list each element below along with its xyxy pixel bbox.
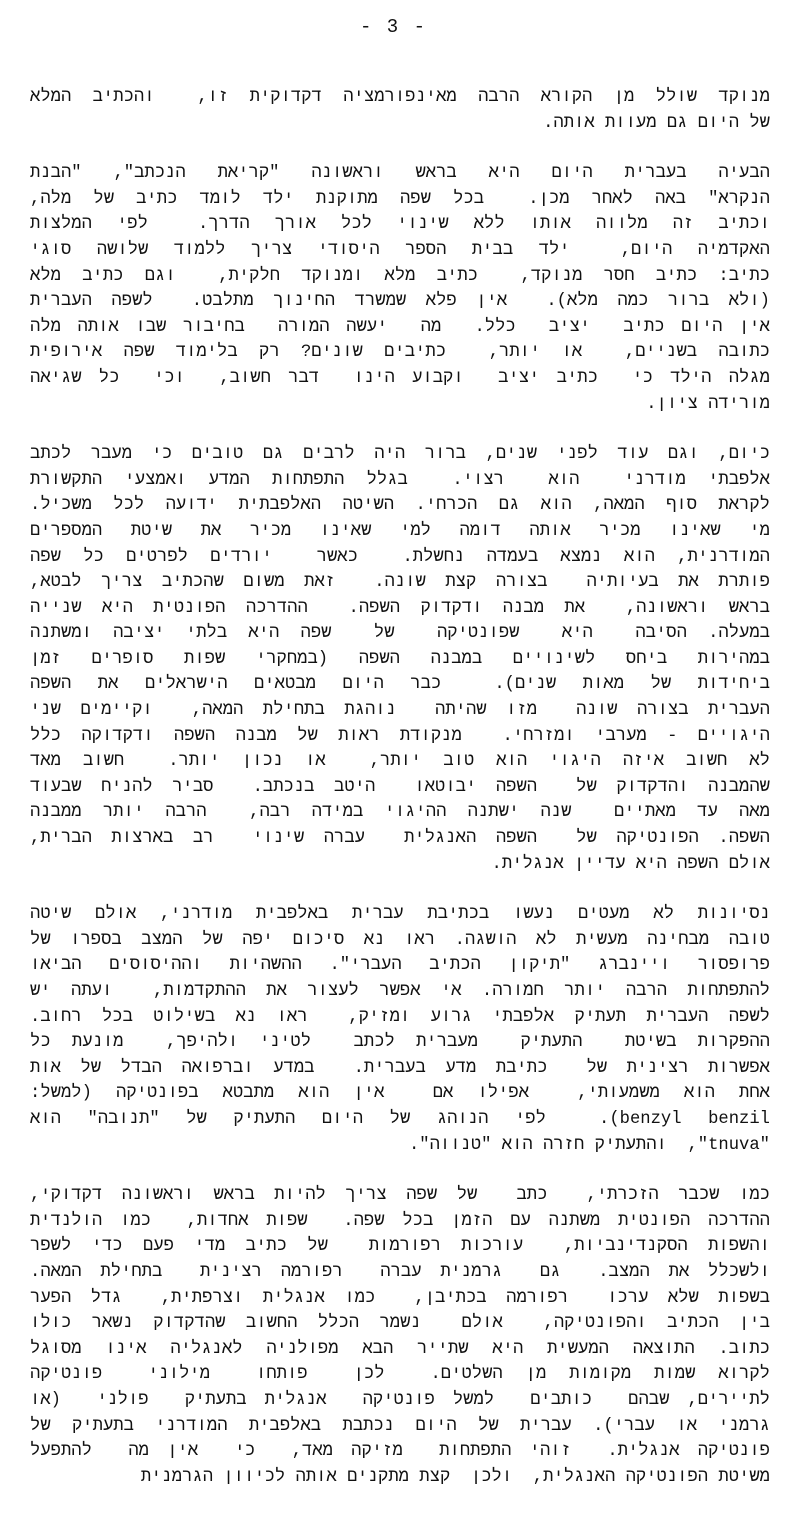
text-line: השפה. הפונטיקה של השפה האנגלית עברה שינוי רב בארצות הברית, bbox=[30, 829, 770, 849]
text-line: היגויים - מערבי ומזרחי. מנקודת ראות של מבנה השפה ודקדוקה כלל bbox=[30, 726, 770, 746]
text-line: וכתיב זה מלווה אותו ללא שינוי לכל אורך הדרך. לפי המלצות bbox=[30, 215, 770, 235]
text-line: מורידה ציון. bbox=[646, 394, 770, 414]
text-line: benzyl benzil). לפי הנוהג של היום התעתיק של "תנובה" הוא bbox=[30, 1109, 770, 1129]
text-line: לתיירים, שבהם כותבים למשל פונטיקה אנגלית בתעתיק פולני (או bbox=[30, 1390, 770, 1410]
text-line: פונטיקה אנגלית. זוהי התפתחות מזיקה מאד, כי אין מה להתפעל bbox=[30, 1442, 770, 1462]
text-line: משיטת הפונטיקה האנגלית, ולכן קצת מתקנים אותה לכיוון הגרמנית bbox=[140, 1467, 770, 1487]
text-line: ההדרכה הפונטית משתנה עם הזמן בכל שפה. שפות אחדות, כמו הולנדית bbox=[30, 1211, 770, 1231]
text-line: אחת הוא משמעותי, אפילו אם אין הוא מתבטא בפונטיקה (למשל: bbox=[30, 1084, 770, 1104]
text-line: לא חשוב איזה היגוי הוא טוב יותר, או נכון יותר. חשוב מאד bbox=[30, 752, 770, 772]
text-line: האקדמיה היום, ילד בבית הספר היסודי צריך ללמוד שלושה סוגי bbox=[30, 240, 770, 260]
text-line: הבעיה בעברית היום היא בראש וראשונה "קריאת הנכתב", "הבנת bbox=[30, 164, 770, 184]
text-line: הנקרא" באה לאחר מכן. בכל שפה מתוקנת ילד לומד כתיב של מלה, bbox=[30, 189, 770, 209]
paragraph bbox=[30, 902, 770, 1158]
text-line: גרמני או עברי). עברית של היום נכתבת באלפבית המודרני בתעתיק של bbox=[30, 1416, 770, 1436]
text-line: אפשרות רצינית של כתיבת מדע בעברית. במדע וברפואה הבדל של אות bbox=[30, 1058, 770, 1078]
text-line: פותרת את בעיותיה בצורה קצת שונה. זאת משום שהכתיב צריך לבטא, bbox=[30, 573, 770, 593]
text-line: (ולא ברור כמה מלא). אין פלא שמשרד החינוך מתלבט. לשפה העברית bbox=[30, 292, 770, 312]
text-line: שהמבנה והדקדוק של השפה יבוטאו היטב בנכתב. סביר להניח שבעוד bbox=[30, 777, 770, 797]
text-line: מאה עד מאתיים שנה ישתנה ההיגוי במידה רבה, הרבה יותר ממבנה bbox=[30, 803, 770, 823]
text-line: נסיונות לא מעטים נעשו בכתיבת עברית באלפבית מודרני, אולם שיטה bbox=[30, 905, 770, 925]
text-line: בראש וראשונה, את מבנה ודקדוק השפה. ההדרכה הפונטית היא שנייה bbox=[30, 598, 770, 618]
text-line: מגלה הילד כי כתיב יציב וקבוע הינו דבר חשוב, וכי כל שגיאה bbox=[30, 368, 770, 388]
text-line: כתובה בשניים, או יותר, כתיבים שונים? רק בלימוד שפה אירופית bbox=[30, 343, 770, 363]
text-line: בין הכתיב והפונטיקה, אולם נשמר הכלל החשוב שהדקדוק נשאר כולו bbox=[30, 1314, 770, 1334]
paragraph bbox=[30, 1183, 770, 1490]
text-line: פרופסור ויינברג "תיקון הכתיב העברי". ההשהיות וההיסוסים הביאו bbox=[30, 956, 770, 976]
text-line: של היום גם מעוות אותה. bbox=[543, 113, 770, 133]
text-line: להתפתחות הרבה יותר חמורה. אי אפשר לעצור את ההתקדמות, ועתה יש bbox=[30, 982, 770, 1001]
text-line: ביחידות של מאות שנים). כבר היום מבטאים הישראלים את השפה bbox=[30, 675, 770, 695]
text-line: לקרוא שמות מקומות מן השלטים. לכן פותחו מילוני פונטיקה bbox=[30, 1365, 770, 1385]
text-line: המודרנית, הוא נמצא בעמדה נחשלת. כאשר יורדים לפרטים כל שפה bbox=[30, 547, 770, 567]
text-line: לקראת סוף המאה, הוא גם הכרחי. השיטה האלפבתית ידועה לכל משכיל. bbox=[30, 496, 770, 516]
text-line: במעלה. הסיבה היא שפונטיקה של שפה היא בלתי יציבה ומשתנה bbox=[30, 624, 770, 644]
page-number: - 3 - bbox=[359, 16, 427, 38]
text-line: אלפבתי מודרני הוא רצוי. בגלל התפתחות המדע ואמצעי התקשורת bbox=[30, 470, 770, 490]
text-line: כמו שכבר הזכרתי, כתב של שפה צריך להיות בראש וראשונה דקדוקי, bbox=[30, 1186, 770, 1206]
text-line: ההפקרות בשיטת התעתיק מעברית לכתב לטיני ולהיפך, מונעת כל bbox=[30, 1033, 770, 1053]
paragraph bbox=[30, 161, 770, 417]
paragraph bbox=[30, 85, 770, 136]
paragraph bbox=[30, 442, 770, 877]
text-line: כתוב. התוצאה המעשית היא שתייר הבא מפולניה לאנגליה אינו מסוגל bbox=[30, 1339, 770, 1359]
text-line: כיום, וגם עוד לפני שנים, ברור היה לרבים גם טובים כי מעבר לכתב bbox=[30, 445, 770, 465]
text-line: והשפות הסקנדינביות, עורכות רפורמות של כתיב מדי פעם כדי לשפר bbox=[30, 1237, 770, 1257]
text-line: טובה מבחינה מעשית לא הושגה. ראו נא סיכום יפה של המצב בספרו של bbox=[30, 930, 770, 950]
text-line: במהירות ביחס לשינויים במבנה השפה (במחקרי שפות סופרים זמן bbox=[30, 649, 770, 669]
text-line: לשפה העברית תעתיק אלפבתי גרוע ומזיק, ראו נא בשילוט בכל רחוב. bbox=[30, 1007, 770, 1027]
text-line: העברית בצורה שונה מזו שהיתה נוהגת בתחילת המאה, וקיימים שני bbox=[30, 701, 770, 721]
text-line: בשפות שלא ערכו רפורמה בכתיבן, כמו אנגלית וצרפתית, גדל הפער bbox=[30, 1288, 770, 1308]
text-line: מי שאינו מכיר אותה דומה למי שאינו מכיר את שיטת המספרים bbox=[30, 521, 770, 541]
text-line: כתיב: כתיב חסר מנוקד, כתיב מלא ומנוקד חלקית, וגם כתיב מלא bbox=[30, 266, 770, 286]
document-body bbox=[30, 85, 770, 1515]
text-line: מנוקד שולל מן הקורא הרבה מאינפורמציה דקדוקית זו, והכתיב המלא bbox=[30, 88, 770, 107]
text-line: "tnuva", והתעתיק חזרה הוא "טנווה". bbox=[408, 1135, 770, 1155]
text-line: ולשכלל את המצב. גם גרמנית עברה רפורמה רצינית בתחילת המאה. bbox=[30, 1262, 770, 1282]
text-line: אולם השפה היא עדיין אנגלית. bbox=[491, 854, 770, 874]
text-line: אין היום כתיב יציב כלל. מה יעשה המורה בחיבור שבו אותה מלה bbox=[30, 317, 770, 337]
